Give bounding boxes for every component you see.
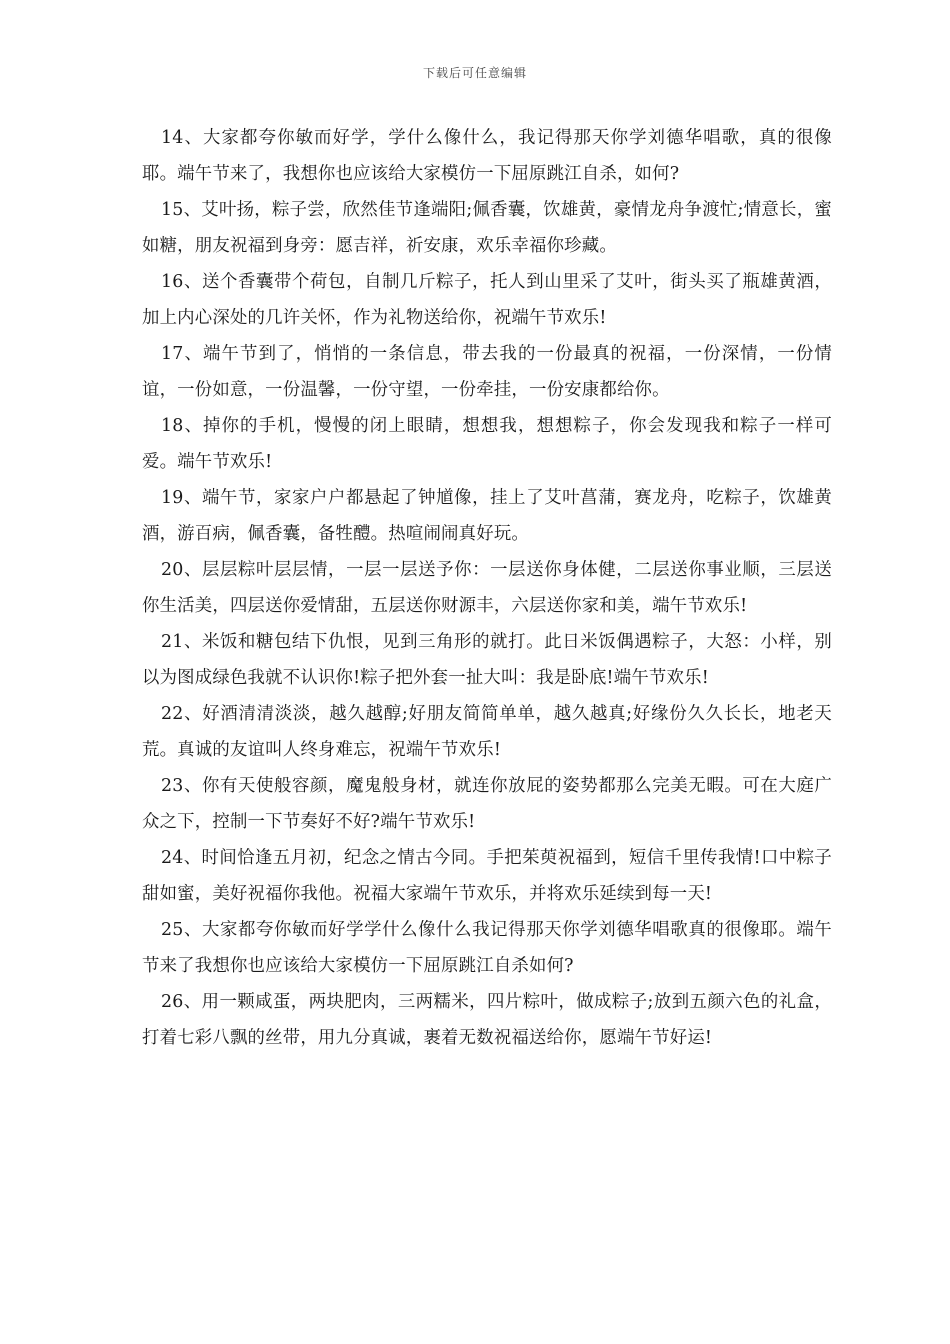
paragraph-14: 14、大家都夸你敏而好学，学什么像什么，我记得那天你学刘德华唱歌，真的很像耶。端午节来了，我想你也应该给大家模仿一下屈原跳江自杀，如何?: [142, 128, 832, 184]
paragraph-26: 26、用一颗咸蛋，两块肥肉，三两糯米，四片粽叶，做成粽子;放到五颜六色的礼盒，打着七彩八飘的丝带，用九分真诚，裹着无数祝福送给你，愿端午节好运!: [142, 992, 832, 1048]
paragraph-16: 16、送个香囊带个荷包，自制几斤粽子，托人到山里采了艾叶，街头买了瓶雄黄酒，加上内心深处的几许关怀，作为礼物送给你，祝端午节欢乐!: [142, 272, 832, 328]
paragraph-21: 21、米饭和糖包结下仇恨，见到三角形的就打。此日米饭偶遇粽子，大怒：小样，别以为图成绿色我就不认识你!粽子把外套一扯大叫：我是卧底!端午节欢乐!: [142, 632, 832, 688]
paragraph-25: 25、大家都夸你敏而好学学什么像什么我记得那天你学刘德华唱歌真的很像耶。端午节来了我想你也应该给大家模仿一下屈原跳江自杀如何?: [142, 920, 832, 976]
paragraph-23: 23、你有天使般容颜，魔鬼般身材，就连你放屁的姿势都那么完美无暇。可在大庭广众之下，控制一下节奏好不好?端午节欢乐!: [142, 776, 832, 832]
paragraph-22: 22、好酒清清淡淡，越久越醇;好朋友简简单单，越久越真;好缘份久久长长，地老天荒。真诚的友谊叫人终身难忘，祝端午节欢乐!: [142, 704, 832, 760]
paragraph-18: 18、掉你的手机，慢慢的闭上眼睛，想想我，想想粽子，你会发现我和粽子一样可爱。端午节欢乐!: [142, 416, 832, 472]
paragraph-19: 19、端午节，家家户户都悬起了钟馗像，挂上了艾叶菖蒲，赛龙舟，吃粽子，饮雄黄酒，游百病，佩香囊，备牲醴。热喧闹闹真好玩。: [142, 488, 832, 544]
paragraph-24: 24、时间恰逢五月初，纪念之情古今同。手把茱萸祝福到，短信千里传我情!口中粽子甜如蜜，美好祝福你我他。祝福大家端午节欢乐，并将欢乐延续到每一天!: [142, 848, 832, 904]
paragraph-17: 17、端午节到了，悄悄的一条信息，带去我的一份最真的祝福，一份深情，一份情谊，一份如意，一份温馨，一份守望，一份牵挂，一份安康都给你。: [142, 344, 832, 400]
page-header: 下载后可任意编辑: [422, 66, 527, 80]
paragraph-20: 20、层层粽叶层层情，一层一层送予你：一层送你身体健，二层送你事业顺，三层送你生活美，四层送你爱情甜，五层送你财源丰，六层送你家和美，端午节欢乐!: [142, 560, 832, 616]
paragraph-15: 15、艾叶扬，粽子尝，欣然佳节逢端阳;佩香囊，饮雄黄，豪情龙舟争渡忙;情意长，蜜如糖，朋友祝福到身旁：愿吉祥，祈安康，欢乐幸福你珍藏。: [142, 200, 832, 256]
document-body: [142, 120, 832, 1056]
